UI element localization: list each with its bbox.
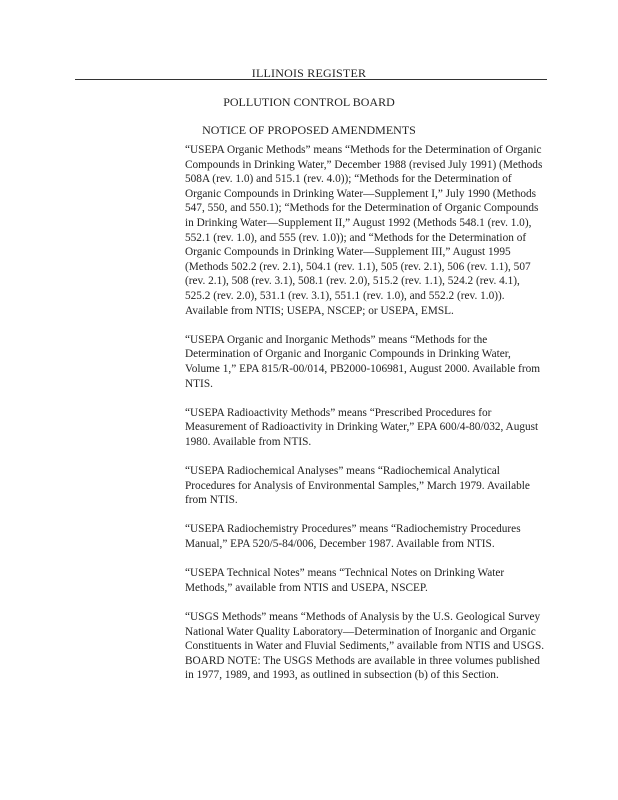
- definition-usepa-radiochemistry-procedures: “USEPA Radiochemistry Procedures” means “Radiochemistry Procedures Manual,” EPA 520/5-84/006, December 1987. Available from NTIS.: [185, 523, 521, 551]
- board-name: POLLUTION CONTROL BOARD: [223, 95, 395, 109]
- notice-heading: NOTICE OF PROPOSED AMENDMENTS: [202, 123, 416, 137]
- register-title: ILLINOIS REGISTER: [251, 66, 367, 80]
- definition-usepa-radioactivity-methods: “USEPA Radioactivity Methods” means “Prescribed Procedures for Measurement of Radioactivity in Drinking Water,” EPA 600/4-80/032, August 1980. Available from NTIS.: [185, 406, 539, 448]
- board-note: BOARD NOTE: The USGS Methods are available in three volumes published in 1977, 1989, and 1993, as outlined in subsection (b) of this Section.: [185, 654, 540, 682]
- definition-usepa-organic-methods: “USEPA Organic Methods” means “Methods for the Determination of Organic Compounds in Drinking Water,” December 1988 (revised July 1991) (Methods 508A (rev. 1.0) and 515.1 (rev. 4.0)); “Methods for the Determination of Organic Compounds in Drinking Water—Supplement I,” July 1990 (Methods 547, 550, and 550.1); “Methods for the Determination of Organic Compounds in Drinking Water—Supplement II,” August 1992 (Methods 548.1 (rev. 1.0), 552.1 (rev. 1.0), and 555 (rev. 1.0)); and “Methods for the Determination of Organic Compounds in Drinking Water—Supplement III,” August 1995 (Methods 502.2 (rev. 2.1), 504.1 (rev. 1.1), 505 (rev. 2.1), 506 (rev. 1.1), 507 (rev. 2.1), 508 (rev. 3.1), 508.1 (rev. 2.0), 515.2 (rev. 1.1), 524.2 (rev. 4.1), 525.2 (rev. 2.0), 531.1 (rev. 3.1), 551.1 (rev. 1.0), and 552.2 (rev. 1.0)). Available from NTIS; USEPA, NSCEP; or USEPA, EMSL.: [185, 144, 543, 317]
- document-body: [185, 143, 547, 683]
- definition-usepa-organic-inorganic-methods: “USEPA Organic and Inorganic Methods” means “Methods for the Determination of Organic and Inorganic Compounds in Drinking Water, Volume 1,” EPA 815/R-00/014, PB2000-106981, August 2000. Available from NTIS.: [185, 333, 541, 390]
- header-divider: [75, 79, 547, 80]
- definition-usepa-technical-notes: “USEPA Technical Notes” means “Technical Notes on Drinking Water Methods,” available from NTIS and USEPA, NSCEP.: [185, 567, 505, 594]
- definition-usgs-methods: “USGS Methods” means “Methods of Analysis by the U.S. Geological Survey National Water Quality Laboratory—Determination of Inorganic and Organic Constituents in Water and Fluvial Sediments,” available from NTIS and USGS.: [185, 611, 545, 653]
- definition-usepa-radiochemical-analyses: “USEPA Radiochemical Analyses” means “Radiochemical Analytical Procedures for Analysis of Environmental Samples,” March 1979. Available from NTIS.: [185, 465, 530, 507]
